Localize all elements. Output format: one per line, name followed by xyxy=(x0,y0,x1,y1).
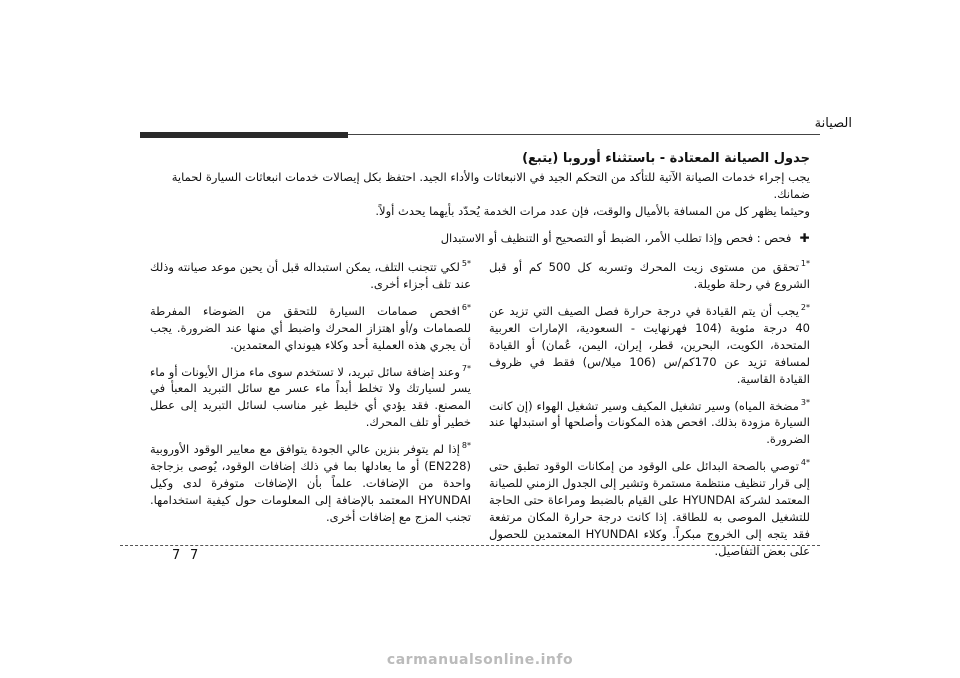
note-number: *8 xyxy=(461,441,471,451)
note-number: *3 xyxy=(800,397,810,407)
note-text: مضخة المياه) وسير تشغيل المكيف وسير تشغيل الهواء (إن كانت السيارة مزودة بذلك. افحص هذه المكونات وأصلحها أو استبدلها عند الضرورة. xyxy=(489,398,810,447)
intro-line: يجب إجراء خدمات الصيانة الآتية للتأكد من التحكم الجيد في الانبعاثات والأداء الجيد. احتفظ بكل إيصالات خدمات انبعاثات السيارة لحماية ضمانك. xyxy=(171,170,810,201)
note xyxy=(150,255,471,293)
intro xyxy=(150,169,810,220)
chapter-title: الصيانة xyxy=(814,116,852,131)
page-number-right: 7 xyxy=(190,548,199,563)
note xyxy=(489,299,810,388)
footer-divider xyxy=(120,545,820,546)
note-text: افحص صمامات السيارة للتحقق من الضوضاء المفرطة للصمامات و/أو اهتزاز المحرك واضبط أي منها عند الضرورة. يجب أن يجري هذه العملية أحد وكلاء هيونداي المعتمدين. xyxy=(150,303,471,352)
notes-column-left xyxy=(150,255,471,566)
intro-line: وحيثما يظهر كل من المسافة بالأميال والوقت، فإن عدد مرات الخدمة يُحدّد بأيهما يحدث أولاً. xyxy=(375,204,810,218)
note-number: *2 xyxy=(800,302,810,312)
page-number-left: 7 xyxy=(172,548,181,563)
note-text: تحقق من مستوى زيت المحرك وتسربه كل 500 كم أو قبل الشروع في رحلة طويلة. xyxy=(489,259,810,291)
note-number: *6 xyxy=(461,302,471,312)
section-title: جدول الصيانة المعتادة - باستثناء أوروبا (يتبع) xyxy=(522,151,810,166)
note-text: توصي بالصحة البدائل على الوقود من إمكانات الوقود تطبق حتى إلى قرار تنظيف منتظمة مستمرة وتشير إلى الجدول الزمني للصيانة المعتمد لشركة HYUNDAI على القيام بالضبط ومراعاة حتى الحاجة للتشغيل الموصى به للطاقة. إذا كانت درجة حرارة المكان مرتفعة فقد يتجه إلى الخروج مبكراً. وكلاء HYUNDAI المعتمدين للحصول على بعض التفاصيل. xyxy=(489,459,810,559)
note-number: *4 xyxy=(800,458,810,468)
caution-line xyxy=(150,230,810,247)
note-text: وعند إضافة سائل تبريد، لا تستخدم سوى ماء مزال الأيونات أو ماء يسر لسيارتك ولا تخلط أبداً ماء عسر مع سائل التبريد المعبأ في المصنع. فقد يؤدي أي خليط غير مناسب لسائل التبريد إلى عطل خطير أو تلف المحرك. xyxy=(150,364,471,430)
note-number: *1 xyxy=(800,259,810,268)
notes-columns xyxy=(150,255,810,566)
note-text: لكي تتجنب التلف، يمكن استبداله قبل أن يحين موعد صيانته وذلك عند تلف أجزاء أخرى. xyxy=(150,259,471,291)
note-text: إذا لم يتوفر بنزين عالي الجودة يتوافق مع معايير الوقود الأوروبية (EN228) أو ما يعادلها بما في ذلك إضافات الوقود، يُوصى بزجاجة واحدة من الإضافات. علماً بأن الإضافات متوفرة لدى وكيل HYUNDAI المعتمد بالإضافة إلى المعلومات حول كيفية استخدامها. تجنب المزج مع إضافات أخرى. xyxy=(150,442,471,525)
note-number: *7 xyxy=(461,363,471,373)
note xyxy=(150,437,471,526)
note xyxy=(489,255,810,293)
notes-column-right xyxy=(489,255,810,566)
note xyxy=(489,394,810,449)
watermark-link[interactable]: carmanualsonline.info xyxy=(386,652,574,668)
note-number: *5 xyxy=(461,259,471,268)
note xyxy=(150,360,471,432)
header-bar xyxy=(140,132,348,138)
note xyxy=(150,299,471,354)
content-area xyxy=(150,150,810,566)
plus-cross-icon: ✚ xyxy=(799,231,810,245)
note-text: يجب أن يتم القيادة في درجة حرارة فصل الصيف التي تزيد عن 40 درجة مئوية (104 فهرنهايت - السعودية، الإمارات العربية المتحدة، الكويت، البحرين، قطر، إيران، اليمن، عُمان) أو القيادة لمسافة تزيد عن 170كم/س (106 ميلا/س) فقط في ظروف القيادة القاسية. xyxy=(489,303,810,386)
caution-text: فحص : فحص وإذا تطلب الأمر، الضبط أو التصحيح أو التنظيف أو الاستبدال xyxy=(440,231,792,245)
